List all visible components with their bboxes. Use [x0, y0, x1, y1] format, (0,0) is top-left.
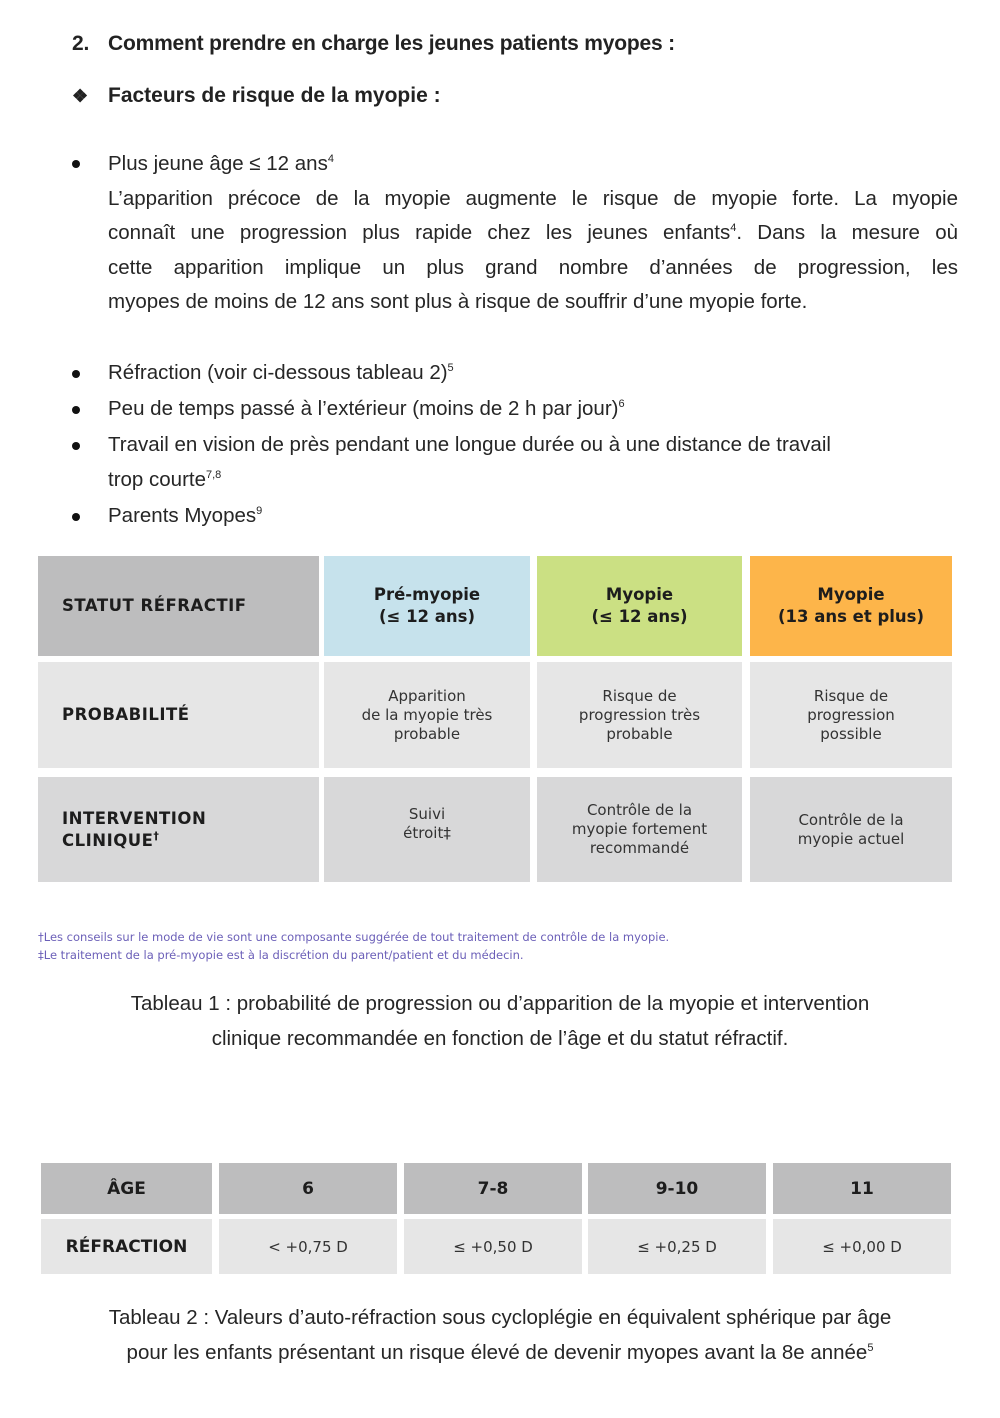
cell-line: recommandé	[589, 839, 690, 857]
intervention-cell	[750, 777, 952, 882]
row-label-line: CLINIQUE	[62, 830, 154, 850]
paragraph-line: L’apparition précoce de la myopie augmente le risque de myopie forte. La myopie	[108, 186, 958, 210]
risk-factor-title	[108, 147, 958, 182]
column-title: Pré-myopie	[373, 585, 481, 604]
risk-factor-item	[108, 392, 958, 427]
footnote-mark: †	[153, 829, 160, 842]
cell-line: probable	[393, 724, 461, 743]
section-heading	[72, 32, 675, 56]
probability-cell	[750, 662, 952, 768]
probability-cell	[324, 662, 530, 768]
footnote-ref: 5	[447, 362, 454, 375]
cell-line: Suivi	[408, 805, 446, 823]
age-cell: 11	[773, 1163, 951, 1214]
footnote: †Les conseils sur le mode de vie sont une composante suggérée de tout traitement de contrôle de la myopie.	[38, 930, 670, 944]
table2-caption	[30, 1300, 970, 1370]
bullet-dot-icon	[72, 160, 80, 168]
cell-line: myopie actuel	[797, 829, 905, 848]
footnote-ref: 7,8	[206, 468, 222, 481]
cell-line: de la myopie très	[361, 705, 493, 724]
cell-line: Contrôle de la	[586, 801, 693, 819]
footnote-ref: 6	[618, 398, 625, 411]
probability-cell	[537, 662, 742, 768]
diamond-bullet-icon: ❖	[72, 86, 89, 106]
cell-line: Contrôle de la	[798, 810, 904, 829]
bullet-dot-icon	[72, 513, 80, 521]
row-label-intervention	[38, 777, 319, 882]
risk-factor-text-line2	[108, 463, 958, 498]
column-title: Myopie	[817, 585, 885, 604]
column-title: Myopie	[605, 585, 674, 604]
intervention-cell	[324, 777, 530, 882]
footnote-ref: 4	[327, 153, 334, 166]
footnote-ref: 4	[730, 222, 737, 235]
cell-line: progression	[807, 705, 895, 724]
section-number: 2.	[72, 32, 90, 55]
cell-line: probable	[606, 724, 673, 743]
age-cell: 7-8	[404, 1163, 582, 1214]
paragraph-text: . Dans la mesure où	[736, 221, 959, 244]
risk-factor-text: Parents Myopes	[108, 504, 257, 527]
column-header-myopie-12	[537, 556, 742, 656]
intervention-cell	[537, 777, 742, 882]
footnote-ref: 5	[867, 1342, 874, 1355]
paragraph-line	[108, 216, 958, 251]
cell-line: progression très	[578, 705, 701, 724]
bullet-dot-icon	[72, 406, 80, 414]
paragraph-text: connaît une progression plus rapide chez les jeunes enfants	[108, 221, 731, 244]
paragraph-line: cette apparition implique un plus grand nombre d’années de progression, les	[108, 255, 958, 279]
column-subtitle: (13 ans et plus)	[777, 607, 925, 626]
section-title: Comment prendre en charge les jeunes patients myopes :	[108, 32, 675, 55]
age-cell: 9-10	[588, 1163, 766, 1214]
row-label-line: INTERVENTION	[62, 808, 207, 828]
age-cell: 6	[219, 1163, 397, 1214]
table1-caption	[40, 986, 960, 1056]
column-subtitle: (≤ 12 ans)	[378, 607, 476, 626]
caption-line	[30, 1335, 970, 1370]
risk-factor-item	[108, 428, 958, 497]
column-header-myopie-13	[750, 556, 952, 656]
risk-factor-text: Peu de temps passé à l’extérieur (moins de 2 h par jour)	[108, 397, 619, 420]
cell-line: Apparition	[388, 686, 466, 705]
cell-line: myopie fortement	[571, 820, 708, 838]
column-subtitle: (≤ 12 ans)	[591, 607, 688, 626]
caption-line: Tableau 2 : Valeurs d’auto-réfraction sous cycloplégie en équivalent sphérique par âge	[108, 1306, 892, 1329]
caption-text: pour les enfants présentant un risque élevé de devenir myopes avant la 8e année	[126, 1341, 868, 1364]
bullet-dot-icon	[72, 442, 80, 450]
refraction-cell: ≤ +0,50 D	[404, 1219, 582, 1274]
row-label-probabilite: PROBABILITÉ	[38, 662, 319, 768]
subsection-title: Facteurs de risque de la myopie :	[108, 84, 441, 107]
row-label-refraction: RÉFRACTION	[41, 1219, 212, 1274]
row-label-statut: STATUT RÉFRACTIF	[38, 556, 319, 656]
caption-line: clinique recommandée en fonction de l’âge et du statut réfractif.	[211, 1027, 789, 1050]
cell-line: étroit‡	[403, 824, 451, 842]
cell-line: Risque de	[602, 686, 677, 705]
table1-footnotes	[38, 928, 669, 964]
risk-factor-text: Travail en vision de près pendant une longue durée ou à une distance de travail	[108, 433, 831, 456]
footnote-ref: 9	[256, 505, 263, 518]
cell-line: possible	[820, 724, 882, 743]
risk-factor-text: Réfraction (voir ci-dessous tableau 2)	[108, 361, 448, 384]
subsection-heading	[72, 84, 441, 108]
risk-factor-text: Plus jeune âge ≤ 12 ans	[108, 152, 328, 175]
risk-factor-item	[108, 499, 958, 534]
risk-factor-item	[108, 147, 958, 320]
paragraph-line: myopes de moins de 12 ans sont plus à risque de souffrir d’une myopie forte.	[108, 290, 808, 313]
cell-line: Risque de	[813, 686, 889, 705]
refraction-cell: < +0,75 D	[219, 1219, 397, 1274]
footnote: ‡Le traitement de la pré-myopie est à la discrétion du parent/patient et du médecin.	[38, 948, 524, 962]
header-label-age: ÂGE	[41, 1163, 212, 1214]
bullet-dot-icon	[72, 370, 80, 378]
risk-factor-item	[108, 356, 958, 391]
column-header-pre-myopie	[324, 556, 530, 656]
caption-line: Tableau 1 : probabilité de progression ou d’apparition de la myopie et intervention	[130, 992, 870, 1015]
refraction-cell: ≤ +0,25 D	[588, 1219, 766, 1274]
risk-factor-text: trop courte	[108, 467, 206, 491]
refraction-cell: ≤ +0,00 D	[773, 1219, 951, 1274]
